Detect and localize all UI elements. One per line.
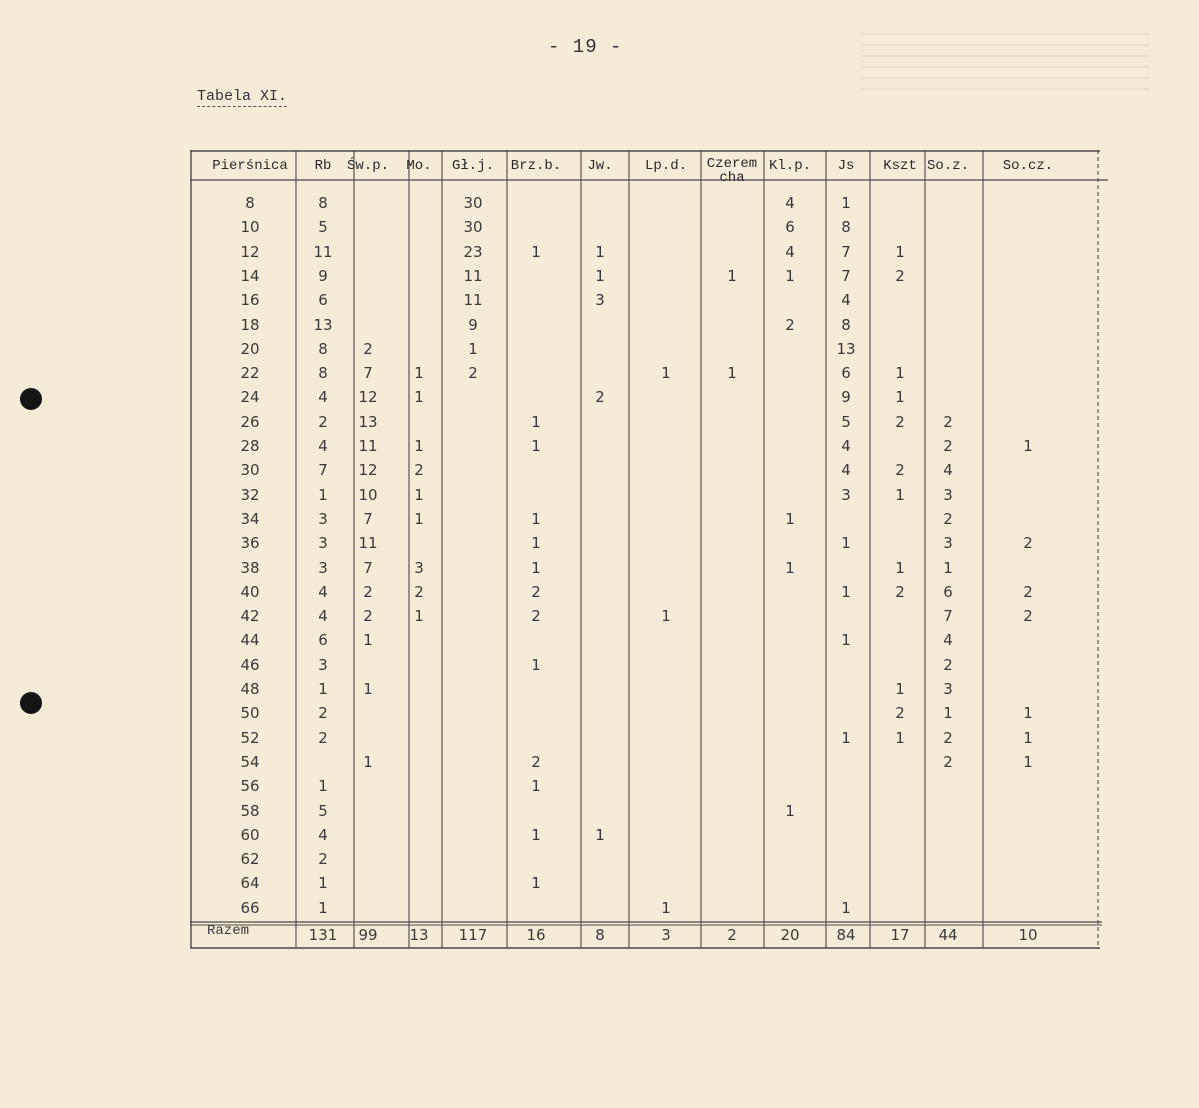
diameter-cell: 56 [240, 777, 260, 796]
total-cell: 2 [727, 926, 737, 944]
count-cell: 3 [318, 534, 328, 553]
count-cell: 1 [363, 680, 373, 698]
header-cell: Lp.d. [644, 158, 687, 174]
count-cell: 9 [468, 315, 478, 334]
count-cell: 1 [1023, 728, 1033, 747]
count-cell: 1 [414, 364, 424, 383]
total-cell: 8 [595, 926, 605, 944]
count-cell: 1 [414, 388, 424, 407]
count-cell: 3 [841, 485, 851, 504]
count-cell: 4 [841, 291, 851, 310]
count-cell: 3 [943, 485, 953, 504]
total-cell: 99 [358, 926, 378, 944]
count-cell: 8 [841, 315, 851, 334]
count-cell: 13 [836, 339, 856, 358]
count-cell: 2 [943, 728, 953, 747]
count-cell: 1 [661, 364, 671, 383]
header-cell: Kl.p. [768, 158, 811, 174]
count-cell: 5 [841, 412, 851, 431]
count-cell: 1 [943, 704, 953, 723]
count-cell: 1 [531, 437, 541, 455]
diameter-cell: 54 [240, 752, 260, 771]
count-cell: 2 [943, 509, 953, 528]
count-cell: 3 [318, 509, 328, 528]
data-table [190, 150, 1108, 955]
count-cell: 2 [595, 388, 605, 407]
count-cell: 2 [414, 582, 424, 601]
count-cell: 1 [841, 728, 851, 747]
header-cell: Św.p. [346, 158, 389, 174]
count-cell: 8 [318, 339, 328, 358]
count-cell: 1 [363, 752, 373, 771]
count-cell: 6 [318, 291, 328, 310]
page-number: - 19 - [548, 36, 623, 58]
count-cell: 2 [1023, 582, 1033, 601]
count-cell: 1 [595, 825, 605, 844]
count-cell: 1 [841, 898, 851, 917]
count-cell: 1 [414, 509, 424, 528]
count-cell: 1 [531, 509, 541, 528]
count-cell: 1 [661, 898, 671, 917]
count-cell: 3 [595, 291, 605, 310]
count-cell: 7 [841, 242, 851, 261]
count-cell: 2 [895, 582, 905, 601]
count-cell: 2 [318, 850, 328, 869]
count-cell: 2 [318, 728, 328, 747]
count-cell: 1 [1023, 752, 1033, 771]
count-cell: 2 [468, 364, 478, 383]
count-cell: 1 [414, 485, 424, 504]
header-cell: So.cz. [1002, 158, 1054, 174]
count-cell: 1 [531, 825, 541, 844]
header-cell: Mo. [406, 158, 432, 174]
diameter-cell: 22 [240, 364, 260, 383]
count-cell: 2 [363, 339, 373, 358]
count-cell: 1 [531, 874, 541, 893]
diameter-cell: 50 [240, 704, 260, 723]
count-cell: 1 [531, 242, 541, 261]
diameter-cell: 66 [240, 898, 260, 917]
count-cell: 3 [318, 655, 328, 674]
count-cell: 1 [943, 558, 953, 577]
diameter-cell: 62 [240, 850, 260, 869]
diameter-cell: 40 [240, 582, 260, 601]
diameter-cell: 32 [240, 485, 260, 504]
count-cell: 2 [895, 412, 905, 431]
diameter-cell: 46 [240, 655, 260, 674]
count-cell: 5 [318, 801, 328, 820]
count-cell: 30 [463, 194, 483, 212]
total-cell: 10 [1018, 926, 1038, 944]
count-cell: 4 [785, 242, 795, 261]
count-cell: 1 [785, 558, 795, 577]
count-cell: 1 [727, 266, 737, 285]
count-cell: 9 [318, 266, 328, 285]
count-cell: 2 [363, 582, 373, 601]
count-cell: 1 [468, 339, 478, 358]
total-cell: 20 [780, 926, 800, 944]
count-cell: 1 [841, 582, 851, 601]
count-cell: 1 [841, 534, 851, 553]
header-cell: Gł.j. [451, 158, 494, 174]
count-cell: 2 [414, 461, 424, 480]
count-cell: 6 [943, 582, 953, 601]
count-cell: 3 [318, 558, 328, 577]
count-cell: 7 [363, 364, 373, 383]
count-cell: 1 [531, 558, 541, 577]
count-cell: 5 [318, 218, 328, 237]
count-cell: 8 [318, 194, 328, 212]
total-cell: 117 [458, 926, 488, 944]
count-cell: 4 [841, 437, 851, 455]
count-cell: 30 [463, 218, 483, 237]
count-cell: 1 [661, 607, 671, 626]
count-cell: 3 [943, 680, 953, 698]
total-cell: 17 [890, 926, 910, 944]
count-cell: 3 [414, 558, 424, 577]
count-cell: 4 [841, 461, 851, 480]
diameter-cell: 58 [240, 801, 260, 820]
count-cell: 2 [318, 704, 328, 723]
count-cell: 1 [895, 680, 905, 698]
diameter-cell: 14 [240, 266, 260, 285]
total-cell: 16 [526, 926, 546, 944]
diameter-cell: 42 [240, 607, 260, 626]
count-cell: 4 [318, 582, 328, 601]
count-cell: 1 [318, 777, 328, 796]
count-cell: 1 [1023, 437, 1033, 455]
count-cell: 1 [363, 631, 373, 650]
count-cell: 2 [363, 607, 373, 626]
diameter-cell: 30 [240, 461, 260, 480]
count-cell: 2 [1023, 607, 1033, 626]
diameter-cell: 10 [240, 218, 260, 237]
count-cell: 2 [1023, 534, 1033, 553]
count-cell: 1 [531, 534, 541, 553]
count-cell: 1 [895, 242, 905, 261]
count-cell: 2 [785, 315, 795, 334]
count-cell: 1 [595, 266, 605, 285]
count-cell: 13 [358, 412, 378, 431]
count-cell: 1 [841, 194, 851, 212]
count-cell: 11 [358, 534, 378, 553]
count-cell: 1 [895, 728, 905, 747]
count-cell: 2 [895, 461, 905, 480]
count-cell: 1 [531, 777, 541, 796]
diameter-cell: 28 [240, 437, 260, 455]
count-cell: 4 [318, 437, 328, 455]
count-cell: 1 [595, 242, 605, 261]
count-cell: 1 [895, 485, 905, 504]
punch-hole-top [20, 388, 42, 410]
diameter-cell: 12 [240, 242, 260, 261]
header-cell: So.z. [926, 158, 969, 174]
diameter-cell: 16 [240, 291, 260, 310]
count-cell: 13 [313, 315, 333, 334]
count-cell: 2 [895, 704, 905, 723]
count-cell: 11 [463, 266, 483, 285]
diameter-cell: 48 [240, 680, 260, 698]
diameter-cell: 18 [240, 315, 260, 334]
count-cell: 2 [943, 412, 953, 431]
count-cell: 8 [318, 364, 328, 383]
count-cell: 1 [785, 801, 795, 820]
diameter-cell: 20 [240, 339, 260, 358]
count-cell: 1 [785, 266, 795, 285]
header-cell: Kszt [883, 158, 917, 174]
count-cell: 1 [1023, 704, 1033, 723]
count-cell: 4 [318, 607, 328, 626]
count-cell: 6 [785, 218, 795, 237]
count-cell: 1 [318, 874, 328, 893]
count-cell: 7 [363, 509, 373, 528]
total-cell: 44 [938, 926, 958, 944]
diameter-cell: 34 [240, 509, 260, 528]
total-cell: 13 [409, 926, 429, 944]
header-cell: Js [837, 158, 855, 174]
total-label: Razem [206, 923, 249, 939]
header-cell: Rb [314, 158, 332, 174]
count-cell: 2 [531, 752, 541, 771]
header-cell: Jw. [587, 158, 613, 174]
count-cell: 12 [358, 461, 378, 480]
count-cell: 7 [943, 607, 953, 626]
count-cell: 10 [358, 485, 378, 504]
count-cell: 1 [318, 898, 328, 917]
count-cell: 1 [895, 558, 905, 577]
count-cell: 2 [531, 582, 541, 601]
table-title: Tabela XI. [197, 88, 288, 105]
count-cell: 1 [318, 485, 328, 504]
count-cell: 4 [943, 631, 953, 650]
count-cell: 2 [943, 437, 953, 455]
count-cell: 3 [943, 534, 953, 553]
diameter-cell: 24 [240, 388, 260, 407]
count-cell: 8 [841, 218, 851, 237]
header-cell: Pierśnica [212, 158, 288, 174]
count-cell: 11 [358, 437, 378, 455]
total-cell: 84 [836, 926, 856, 944]
count-cell: 1 [531, 655, 541, 674]
count-cell: 7 [363, 558, 373, 577]
diameter-cell: 52 [240, 728, 260, 747]
count-cell: 11 [313, 242, 333, 261]
header-cell: Czerem [706, 156, 758, 172]
count-cell: 12 [358, 388, 378, 407]
count-cell: 11 [463, 291, 483, 310]
count-cell: 1 [318, 680, 328, 698]
total-cell: 131 [308, 926, 338, 944]
count-cell: 6 [841, 364, 851, 383]
count-cell: 2 [895, 266, 905, 285]
header-cell: Brz.b. [510, 158, 562, 174]
diameter-cell: 64 [240, 874, 260, 893]
total-cell: 3 [661, 926, 671, 944]
count-cell: 2 [318, 412, 328, 431]
punch-hole-bottom [20, 692, 42, 714]
count-cell: 9 [841, 388, 851, 407]
count-cell: 6 [318, 631, 328, 650]
count-cell: 1 [895, 364, 905, 383]
count-cell: 2 [943, 752, 953, 771]
count-cell: 4 [785, 194, 795, 212]
count-cell: 2 [943, 655, 953, 674]
count-cell: 7 [841, 266, 851, 285]
count-cell: 1 [727, 364, 737, 383]
count-cell: 1 [785, 509, 795, 528]
diameter-cell: 8 [245, 194, 255, 212]
diameter-cell: 26 [240, 412, 260, 431]
count-cell: 1 [895, 388, 905, 407]
count-cell: 1 [414, 607, 424, 626]
diameter-cell: 60 [240, 825, 260, 844]
count-cell: 2 [531, 607, 541, 626]
count-cell: 4 [318, 825, 328, 844]
count-cell: 1 [531, 412, 541, 431]
count-cell: 1 [414, 437, 424, 455]
faded-stamp [860, 30, 1150, 90]
count-cell: 7 [318, 461, 328, 480]
count-cell: 4 [943, 461, 953, 480]
header-cell-line2: cha [719, 170, 745, 186]
count-cell: 4 [318, 388, 328, 407]
diameter-cell: 36 [240, 534, 260, 553]
count-cell: 23 [463, 242, 483, 261]
diameter-cell: 44 [240, 631, 260, 650]
count-cell: 1 [841, 631, 851, 650]
diameter-cell: 38 [240, 558, 260, 577]
